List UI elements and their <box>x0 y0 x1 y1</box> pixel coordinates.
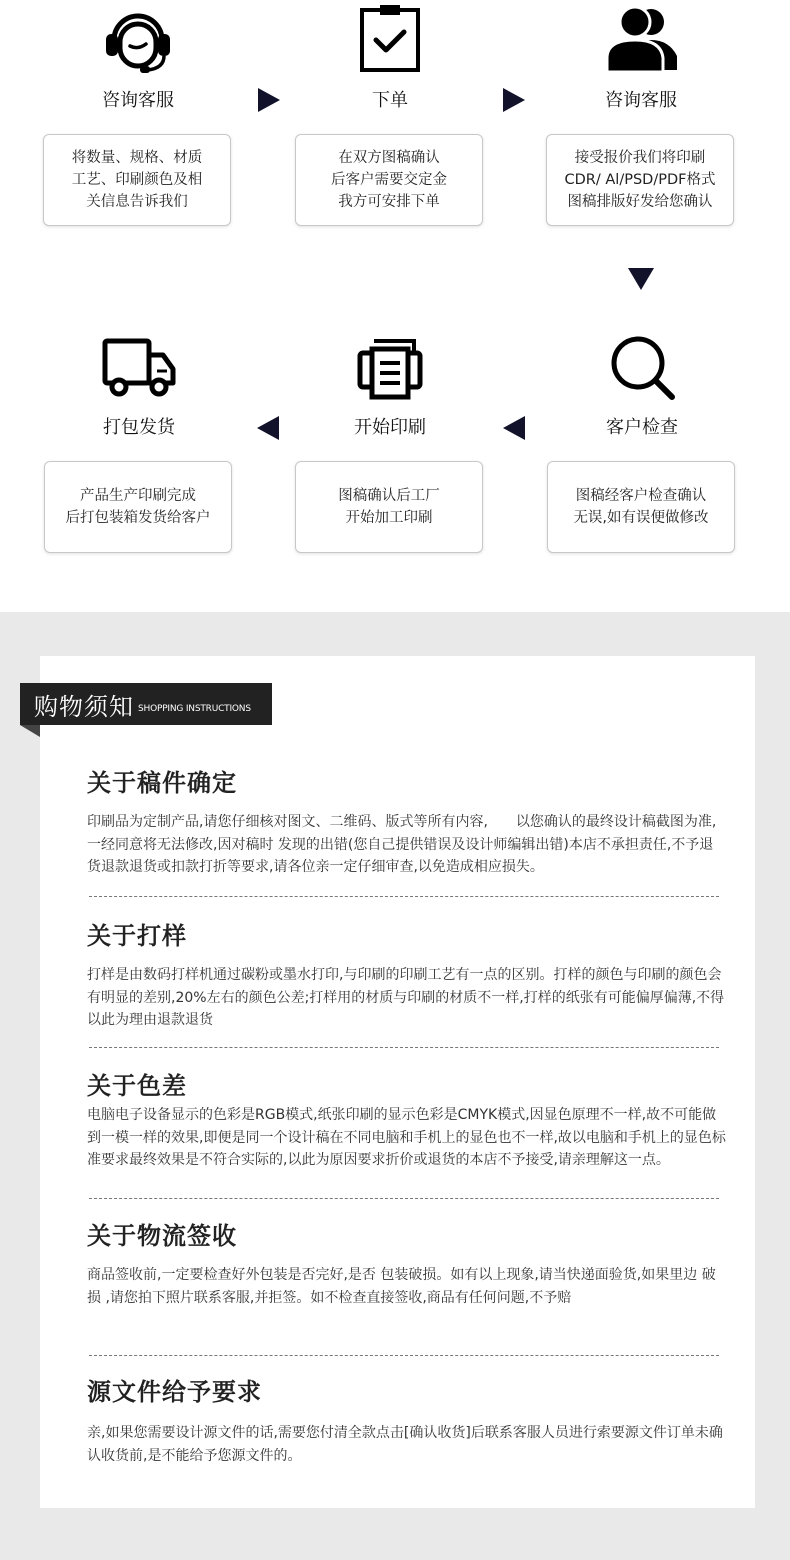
clipboard-check-icon <box>350 0 430 80</box>
step-description: 接受报价我们将印刷 CDR/ Al/PSD/PDF格式 图稿排版好发给您确认 <box>564 150 716 210</box>
banner-fold <box>20 725 40 737</box>
printer-icon <box>350 327 430 407</box>
arrow-left-icon <box>257 416 279 440</box>
step-customer-check <box>547 327 737 553</box>
step-description: 在双方图稿确认 后客户需要交定金 我方可安排下单 <box>331 150 447 210</box>
truck-icon <box>99 327 179 407</box>
headset-icon <box>98 0 178 80</box>
step-description: 图稿经客户检查确认 无误,如有误便做修改 <box>573 488 709 526</box>
order-process-flow <box>0 0 790 610</box>
magnifier-icon <box>602 327 682 407</box>
section-body: 打样是由数码打样机通过碳粉或墨水打印,与印刷的印刷工艺有一点的区别。打样的颜色与印刷的颜色会有明显的差别,20%左右的颜色公差;打样用的材质与印刷的材质不一样,打样的纸张有可能偏厚偏薄,不得以此为理由退款退货 <box>87 967 725 1028</box>
step-description-box <box>295 461 483 553</box>
arrow-right-icon <box>503 88 525 112</box>
step-start-printing <box>295 327 485 553</box>
arrow-right-icon <box>258 88 280 112</box>
notice-section-sample <box>87 920 727 1032</box>
section-heading: 源文件给予要求 <box>87 1378 262 1406</box>
section-heading: 关于稿件确定 <box>87 769 237 797</box>
step-title: 客户检查 <box>606 417 678 438</box>
section-body: 亲,如果您需要设计源文件的话,需要您付清全款点击[确认收货]后联系客服人员进行索要源文件订单未确认收货前,是不能给予您源文件的。 <box>87 1425 723 1464</box>
section-body: 商品签收前,一定要检查好外包装是否完好,是否 包装破损。如有以上现象,请当快递面验货,如果里边 破损 ,请您拍下照片联系客服,并拒签。如不检查直接签收,商品有任何问题,不予赔 <box>87 1267 716 1306</box>
step-description-box <box>44 461 232 553</box>
arrow-left-icon <box>503 416 525 440</box>
section-heading: 关于物流签收 <box>87 1222 237 1250</box>
section-body: 印刷品为定制产品,请您仔细核对图文、二维码、版式等所有内容, 以您确认的最终设计稿截图为准,一经同意将无法修改,因对稿时 发现的出错(您自己提供错误及设计师编辑出错)本店不承担责任,不予退货退款退货或扣款打折等要求,请各位亲一定仔细审查,以免造成相应损失。 <box>87 814 717 875</box>
step-title: 咨询客服 <box>605 90 677 111</box>
shopping-notice-banner <box>20 683 272 725</box>
notice-section-source-files <box>87 1376 727 1467</box>
step-title: 咨询客服 <box>102 90 174 111</box>
step-consult-service-proof <box>546 0 736 226</box>
section-heading: 关于色差 <box>87 1072 187 1100</box>
step-description-box <box>43 134 231 226</box>
section-heading: 关于打样 <box>87 922 187 950</box>
section-body: 电脑电子设备显示的色彩是RGB模式,纸张印刷的显示色彩是CMYK模式,因显色原理不一样,故不可能做到一模一样的效果,即便是同一个设计稿在不同电脑和手机上的显色也不一样,故以电脑和手机上的显色标准要求最终效果是不符合实际的,以此为原因要求折价或退货的本店不予接受,请亲理解这一点。 <box>87 1107 726 1168</box>
arrow-down-icon <box>628 268 654 290</box>
step-description-box <box>546 134 734 226</box>
step-description: 产品生产印刷完成 后打包装箱发货给客户 <box>65 488 211 526</box>
step-pack-ship <box>44 327 234 553</box>
banner-subtitle: SHOPPING INSTRUCTIONS <box>138 704 251 714</box>
step-description-box <box>547 461 735 553</box>
notice-section-proof <box>87 767 727 879</box>
step-title: 打包发货 <box>103 417 175 438</box>
section-divider <box>89 1047 719 1048</box>
step-description-box <box>295 134 483 226</box>
step-place-order <box>295 0 485 226</box>
step-description: 图稿确认后工厂 开始加工印刷 <box>338 488 440 526</box>
step-title: 下单 <box>372 90 408 111</box>
step-consult-service <box>43 0 233 226</box>
section-divider <box>89 1198 719 1199</box>
notice-section-color <box>87 1070 727 1172</box>
users-icon <box>601 0 681 80</box>
step-description: 将数量、规格、材质 工艺、印刷颜色及相 关信息告诉我们 <box>71 150 203 210</box>
section-divider <box>89 896 719 897</box>
banner-title: 购物须知 <box>34 692 134 721</box>
section-divider <box>89 1355 719 1356</box>
notice-section-logistics <box>87 1220 727 1309</box>
step-title: 开始印刷 <box>354 417 426 438</box>
